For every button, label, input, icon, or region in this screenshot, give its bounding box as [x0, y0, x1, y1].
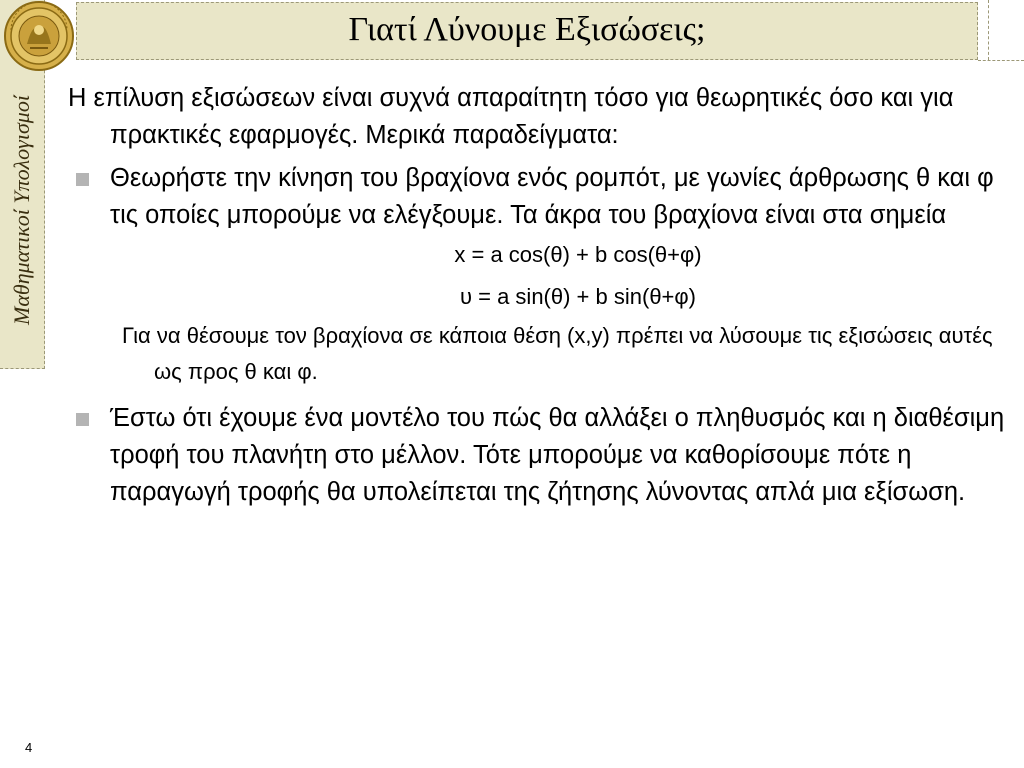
bullet-note: Για να θέσουμε τον βραχίονα σε κάποια θέση (x,y) πρέπει να λύσουμε τις εξισώσεις αυτές ως προς θ και φ. [122, 323, 993, 384]
slide-body [68, 80, 1008, 511]
sidebar-course-label: Μαθηματικοί Υπολογισμοί [9, 95, 34, 325]
square-bullet-icon [76, 413, 89, 426]
title-guide-line [978, 60, 1024, 61]
university-seal-icon [0, 0, 78, 74]
bullet-text: Έστω ότι έχουμε ένα μοντέλο του πώς θα αλλάξει ο πληθυσμός και η διαθέσιμη τροφή του πλανήτη στο μέλλον. Τότε μπορούμε να καθορίσουμε πότε η παραγωγή τροφής θα υπολείπεται της ζήτησης λύνοντας απλά μια εξίσωση. [110, 404, 1005, 506]
bullet-text: Θεωρήστε την κίνηση του βραχίονα ενός ρομπότ, με γωνίες άρθρωσης θ και φ τις οποίες μπορούμε να ελέγξουμε. Τα άκρα του βραχίονα είναι στα σημεία [110, 164, 994, 229]
bullet-item [68, 160, 1008, 234]
equation-y: υ = a sin(θ) + b sin(θ+φ) [459, 284, 696, 309]
title-band [76, 2, 978, 60]
slide-title: Γιατί Λύνουμε Εξισώσεις; [348, 11, 706, 48]
bullet-item [68, 400, 1008, 511]
page-number: 4 [25, 740, 33, 755]
intro-paragraph: Η επίλυση εξισώσεων είναι συχνά απαραίτητη τόσο για θεωρητικές όσο και για πρακτικές εφαρμογές. Μερικά παραδείγματα: [68, 84, 954, 149]
square-bullet-icon [76, 173, 89, 186]
equation-x: x = a cos(θ) + b cos(θ+φ) [454, 242, 702, 267]
title-guide-line-vertical [988, 0, 989, 60]
